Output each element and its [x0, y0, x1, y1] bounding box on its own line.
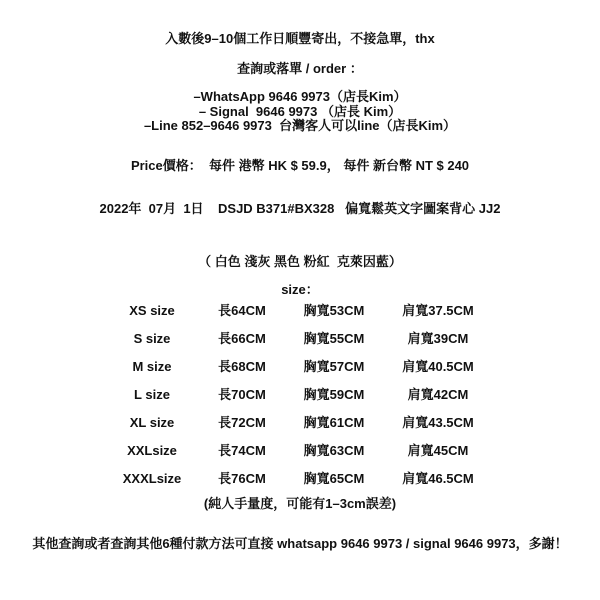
size-label: XL size [129, 415, 175, 430]
size-row-l [106, 381, 494, 409]
size-label: XXXLsize [122, 471, 182, 486]
size-length: 長76CM [218, 471, 266, 486]
size-label: L size [134, 387, 170, 402]
size-chest: 胸寬61CM [303, 415, 365, 430]
size-row-s [106, 325, 494, 353]
size-chest: 胸寬57CM [303, 359, 365, 374]
size-chest: 胸寬53CM [303, 303, 365, 318]
size-shoulder: 肩寬39CM [407, 331, 469, 346]
contact-line: –Line 852–9646 9973 台灣客人可以line（店長Kim） [143, 118, 457, 133]
size-length: 長64CM [218, 303, 266, 318]
size-shoulder: 肩寬45CM [407, 443, 469, 458]
size-row-xxl [106, 437, 494, 465]
size-row-xxxl [106, 465, 494, 493]
size-chest: 胸寬59CM [303, 387, 365, 402]
size-label: XS size [129, 303, 175, 318]
size-shoulder: 肩寬40.5CM [402, 359, 474, 374]
contact-list [0, 90, 600, 134]
price-line: Price價格： 每件 港幣 HK $ 59.9， 每件 新台幣 NT $ 240 [130, 157, 470, 173]
size-shoulder: 肩寬42CM [407, 387, 469, 402]
size-label: M size [132, 359, 172, 374]
shipping-notice: 入數後9–10個工作日順豐寄出，不接急單，thx [165, 31, 435, 46]
size-shoulder: 肩寬46.5CM [402, 471, 474, 486]
size-length: 長72CM [218, 415, 266, 430]
size-length: 長68CM [218, 359, 266, 374]
size-row-xs [106, 297, 494, 325]
contact-signal: – Signal 9646 9973 （店長 Kim） [198, 103, 402, 119]
size-label: XXLsize [127, 443, 177, 458]
size-chest: 胸寬55CM [303, 331, 365, 346]
measurement-note: (純人手量度，可能有1–3cm誤差) [203, 495, 397, 511]
color-options-line: （ 白色 淺灰 黑色 粉紅 克萊因藍） [198, 253, 402, 269]
size-length: 長74CM [218, 443, 266, 458]
footer-note: 其他查詢或者查詢其他6種付款方法可直接 whatsapp 9646 9973 / signal 9646 9973，多謝！ [32, 535, 568, 551]
size-chest: 胸寬65CM [303, 471, 365, 486]
size-row-m [106, 353, 494, 381]
size-table [106, 297, 494, 493]
size-shoulder: 肩寬37.5CM [402, 303, 474, 318]
size-chest: 胸寬63CM [303, 443, 365, 458]
size-length: 長70CM [218, 387, 266, 402]
contact-whatsapp: –WhatsApp 9646 9973（店長Kim） [193, 89, 407, 104]
size-label: S size [133, 331, 171, 346]
order-heading: 查詢或落單 / order ： [237, 61, 363, 76]
size-row-xl [106, 409, 494, 437]
size-heading: size： [281, 281, 319, 297]
size-length: 長66CM [218, 331, 266, 346]
product-line: 2022年 07月 1日 DSJD B371#BX328 偏寬鬆英文字圖案背心 JJ2 [99, 200, 501, 216]
size-shoulder: 肩寬43.5CM [402, 415, 474, 430]
